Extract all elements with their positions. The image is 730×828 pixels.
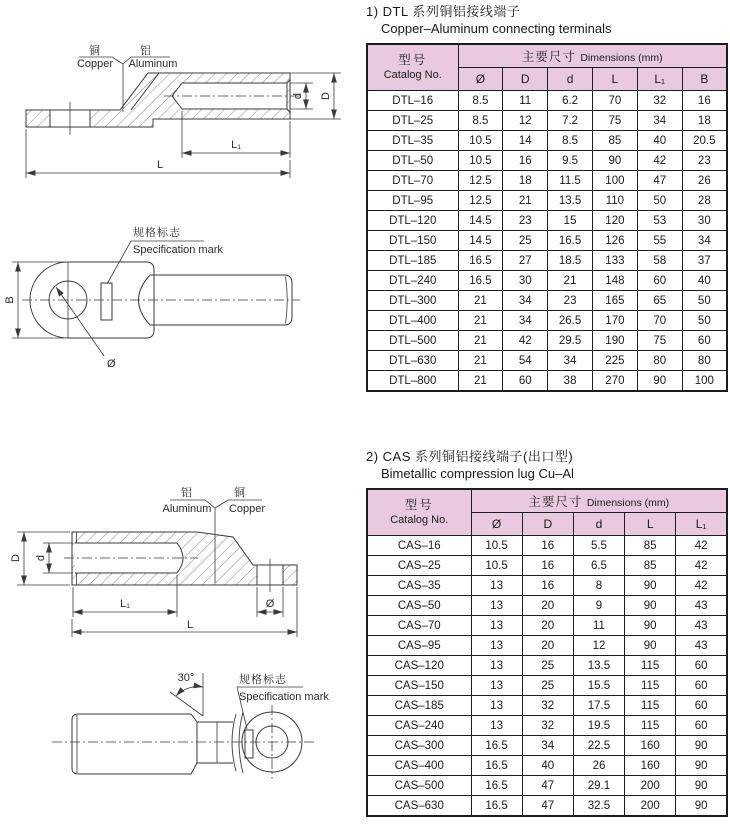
dimension-cell: 34 xyxy=(522,736,573,756)
dimension-cell: 60 xyxy=(676,656,727,676)
dimension-cell: 70 xyxy=(592,91,637,111)
table-row xyxy=(367,151,727,171)
dimension-cell: 10.5 xyxy=(458,131,503,151)
dimension-cell: 13.5 xyxy=(573,656,624,676)
dimension-cell: 16 xyxy=(682,91,727,111)
dimension-cell: 28 xyxy=(682,191,727,211)
dimension-cell: 21 xyxy=(458,331,503,351)
dimension-cell: 13 xyxy=(471,716,522,736)
table-row xyxy=(367,616,727,636)
copper-label-en: Copper xyxy=(76,58,114,70)
dimension-cell: 38 xyxy=(548,371,593,392)
dimension-cell: 21 xyxy=(458,311,503,331)
table-row xyxy=(367,636,727,656)
dimension-cell: 34 xyxy=(548,351,593,371)
dimension-cell: 13 xyxy=(471,676,522,696)
table-row xyxy=(367,656,727,676)
catalog-no-cell: DTL–185 xyxy=(367,251,458,271)
dimension-cell: 50 xyxy=(682,291,727,311)
dimension-cell: 90 xyxy=(592,151,637,171)
dim-L-label: L xyxy=(156,159,164,171)
dimension-cell: 16.5 xyxy=(548,231,593,251)
dimension-cell: 13.5 xyxy=(548,191,593,211)
table-row xyxy=(367,536,727,556)
col-header-diameter: Ø xyxy=(458,68,503,91)
dimension-cell: 42 xyxy=(676,556,727,576)
aluminum-label-zh: 铝 xyxy=(140,45,152,57)
dimension-cell: 47 xyxy=(522,776,573,796)
table-row xyxy=(367,371,727,392)
dimensions-header-en: Dimensions (mm) xyxy=(580,51,663,64)
dimension-cell: 115 xyxy=(625,656,676,676)
hole-diameter-label: Ø xyxy=(265,598,275,610)
dimension-cell: 90 xyxy=(676,776,727,796)
catalog-no-cell: CAS–240 xyxy=(367,716,471,736)
dimension-cell: 34 xyxy=(637,111,682,131)
dimension-cell: 60 xyxy=(676,676,727,696)
dimension-cell: 60 xyxy=(676,696,727,716)
dimension-cell: 25 xyxy=(522,656,573,676)
dimension-cell: 16.5 xyxy=(471,736,522,756)
dimension-cell: 70 xyxy=(637,311,682,331)
dimension-cell: 14.5 xyxy=(458,211,503,231)
dimension-cell: 23 xyxy=(548,291,593,311)
dimension-cell: 11 xyxy=(503,91,548,111)
dimension-cell: 100 xyxy=(592,171,637,191)
dim-B-label: B xyxy=(4,296,16,304)
dim-D-label: D xyxy=(320,92,332,100)
dimension-cell: 50 xyxy=(682,311,727,331)
dimension-cell: 20 xyxy=(522,596,573,616)
dimension-cell: 15 xyxy=(548,211,593,231)
dimension-cell: 90 xyxy=(625,636,676,656)
dimension-cell: 7.2 xyxy=(548,111,593,131)
dtl-title-zh: 1) DTL 系列铜铝接线端子 xyxy=(366,4,521,19)
dimension-cell: 65 xyxy=(637,291,682,311)
catalog-no-cell: DTL–95 xyxy=(367,191,458,211)
catalog-no-cell: DTL–500 xyxy=(367,331,458,351)
dimension-cell: 55 xyxy=(637,231,682,251)
dimension-cell: 27 xyxy=(503,251,548,271)
aluminum-label-en: Aluminum xyxy=(128,58,178,70)
dimension-cell: 54 xyxy=(503,351,548,371)
dimension-cell: 90 xyxy=(625,596,676,616)
dimension-cell: 115 xyxy=(625,716,676,736)
dimension-cell: 110 xyxy=(592,191,637,211)
dimension-cell: 30 xyxy=(682,211,727,231)
catalog-no-cell: DTL–630 xyxy=(367,351,458,371)
dimension-cell: 16.5 xyxy=(471,756,522,776)
catalog-no-cell: CAS–70 xyxy=(367,616,471,636)
dtl-header-row xyxy=(367,44,727,68)
dimension-cell: 20 xyxy=(522,636,573,656)
dtl-table-body xyxy=(367,91,727,392)
dimension-cell: 42 xyxy=(637,151,682,171)
catalog-no-cell: CAS–400 xyxy=(367,756,471,776)
catalog-header-zh: 型号 xyxy=(398,53,428,67)
dimension-cell: 90 xyxy=(676,736,727,756)
dimension-cell: 23 xyxy=(682,151,727,171)
catalog-no-cell: DTL–300 xyxy=(367,291,458,311)
spec-mark-label-en: Specification mark xyxy=(133,244,223,256)
col-header-d: d xyxy=(573,513,624,536)
dim-L-label: L xyxy=(186,619,194,631)
dimension-cell: 58 xyxy=(637,251,682,271)
dimension-cell: 60 xyxy=(676,716,727,736)
dimension-cell: 47 xyxy=(522,796,573,817)
dimension-cell: 100 xyxy=(682,371,727,392)
dimension-cell: 8.5 xyxy=(458,91,503,111)
dimension-cell: 29.5 xyxy=(548,331,593,351)
dimensions-header-en: Dimensions (mm) xyxy=(586,496,670,509)
dimensions-header-zh: 主要尺寸 xyxy=(528,494,583,509)
table-row xyxy=(367,91,727,111)
dimension-cell: 13 xyxy=(471,636,522,656)
cas-section-title xyxy=(366,448,728,482)
table-row xyxy=(367,231,727,251)
dimension-cell: 37 xyxy=(682,251,727,271)
dimension-cell: 18 xyxy=(682,111,727,131)
dimension-cell: 148 xyxy=(592,271,637,291)
table-row xyxy=(367,576,727,596)
dimension-cell: 43 xyxy=(676,596,727,616)
col-header-L1: L₁ xyxy=(637,68,682,91)
catalog-no-header xyxy=(367,489,471,536)
dimension-cell: 25 xyxy=(522,676,573,696)
dimension-cell: 85 xyxy=(625,556,676,576)
dimension-cell: 13 xyxy=(471,596,522,616)
dimension-cell: 21 xyxy=(548,271,593,291)
catalog-no-cell: DTL–16 xyxy=(367,91,458,111)
catalog-no-cell: CAS–300 xyxy=(367,736,471,756)
dimension-cell: 43 xyxy=(676,636,727,656)
col-header-D: D xyxy=(522,513,573,536)
table-row xyxy=(367,756,727,776)
catalog-no-cell: DTL–240 xyxy=(367,271,458,291)
table-row xyxy=(367,131,727,151)
cas-title-zh: 2) CAS 系列铜铝接线端子(出口型) xyxy=(366,449,574,464)
table-row xyxy=(367,696,727,716)
dimension-cell: 26.5 xyxy=(548,311,593,331)
table-row xyxy=(367,736,727,756)
cas-section xyxy=(366,448,728,817)
catalog-no-cell: CAS–150 xyxy=(367,676,471,696)
col-header-L1: L₁ xyxy=(676,513,727,536)
dimensions-header xyxy=(458,44,727,68)
dim-L1-label: L₁ xyxy=(120,598,130,610)
dimensions-header-zh: 主要尺寸 xyxy=(521,49,576,64)
dimension-cell: 16.5 xyxy=(471,776,522,796)
table-row xyxy=(367,211,727,231)
dimension-cell: 10.5 xyxy=(471,536,522,556)
catalog-no-cell: DTL–70 xyxy=(367,171,458,191)
dimension-cell: 9 xyxy=(573,596,624,616)
dimension-cell: 165 xyxy=(592,291,637,311)
dimension-cell: 43 xyxy=(676,616,727,636)
cas-table-body xyxy=(367,536,727,817)
table-row xyxy=(367,311,727,331)
dimension-cell: 32 xyxy=(522,696,573,716)
dimension-cell: 60 xyxy=(682,331,727,351)
dimension-cell: 190 xyxy=(592,331,637,351)
catalog-no-cell: DTL–120 xyxy=(367,211,458,231)
dimension-cell: 23 xyxy=(503,211,548,231)
dimension-cell: 11 xyxy=(573,616,624,636)
dimension-cell: 17.5 xyxy=(573,696,624,716)
dimension-cell: 30 xyxy=(503,271,548,291)
dimension-cell: 12 xyxy=(573,636,624,656)
dimension-cell: 90 xyxy=(625,616,676,636)
cas-dimensions-table xyxy=(366,488,728,817)
table-row xyxy=(367,351,727,371)
catalog-no-cell: CAS–630 xyxy=(367,796,471,817)
dimension-cell: 50 xyxy=(637,191,682,211)
dimension-cell: 80 xyxy=(682,351,727,371)
dtl-top-view-drawing xyxy=(0,200,360,400)
catalog-no-cell: DTL–400 xyxy=(367,311,458,331)
dimension-cell: 160 xyxy=(625,756,676,776)
dimension-cell: 34 xyxy=(503,291,548,311)
dim-d-label: d xyxy=(35,554,47,562)
dimension-cell: 21 xyxy=(458,371,503,392)
dimension-cell: 160 xyxy=(625,736,676,756)
catalog-no-cell: CAS–95 xyxy=(367,636,471,656)
dimension-cell: 12 xyxy=(503,111,548,131)
table-row xyxy=(367,331,727,351)
dimension-cell: 34 xyxy=(682,231,727,251)
spec-mark-label-en: Specification mark xyxy=(239,691,329,703)
dimension-cell: 21 xyxy=(503,191,548,211)
dimension-cell: 32 xyxy=(637,91,682,111)
dim-L1-label: L₁ xyxy=(231,139,241,151)
table-row xyxy=(367,556,727,576)
dimension-cell: 13 xyxy=(471,576,522,596)
dimension-cell: 85 xyxy=(592,131,637,151)
table-row xyxy=(367,271,727,291)
dimension-cell: 8.5 xyxy=(458,111,503,131)
catalog-no-cell: DTL–800 xyxy=(367,371,458,392)
dimension-cell: 115 xyxy=(625,676,676,696)
catalog-header-en: Catalog No. xyxy=(390,514,449,526)
table-row xyxy=(367,171,727,191)
dimension-cell: 15.5 xyxy=(573,676,624,696)
table-row xyxy=(367,716,727,736)
catalog-no-cell: CAS–35 xyxy=(367,576,471,596)
dimension-cell: 16.5 xyxy=(471,796,522,817)
dimension-cell: 16.5 xyxy=(458,271,503,291)
cas-side-section-drawing xyxy=(0,470,360,655)
dimension-cell: 40 xyxy=(637,131,682,151)
dimension-cell: 16 xyxy=(522,576,573,596)
copper-label-zh: 铜 xyxy=(234,487,246,499)
table-row xyxy=(367,251,727,271)
table-row xyxy=(367,596,727,616)
col-header-B: B xyxy=(682,68,727,91)
dimension-cell: 90 xyxy=(625,576,676,596)
catalog-no-cell: CAS–16 xyxy=(367,536,471,556)
catalog-no-cell: CAS–50 xyxy=(367,596,471,616)
copper-label-en: Copper xyxy=(228,503,266,515)
dimension-cell: 42 xyxy=(676,576,727,596)
catalog-no-cell: CAS–500 xyxy=(367,776,471,796)
dimension-cell: 90 xyxy=(676,756,727,776)
dimension-cell: 8 xyxy=(573,576,624,596)
copper-label-zh: 铜 xyxy=(89,45,101,57)
dimension-cell: 120 xyxy=(592,211,637,231)
dimension-cell: 133 xyxy=(592,251,637,271)
dimension-cell: 32.5 xyxy=(573,796,624,817)
dimension-cell: 32 xyxy=(522,716,573,736)
cas-header-row xyxy=(367,489,727,513)
col-header-d: d xyxy=(548,68,593,91)
dimension-cell: 16 xyxy=(503,151,548,171)
dimension-cell: 20.5 xyxy=(682,131,727,151)
catalog-header-zh: 型号 xyxy=(404,498,434,512)
catalog-no-cell: DTL–50 xyxy=(367,151,458,171)
table-row xyxy=(367,111,727,131)
dimension-cell: 40 xyxy=(682,271,727,291)
dimension-cell: 12.5 xyxy=(458,191,503,211)
dimension-cell: 14 xyxy=(503,131,548,151)
dimension-cell: 60 xyxy=(637,271,682,291)
dimension-cell: 9.5 xyxy=(548,151,593,171)
dimension-cell: 80 xyxy=(637,351,682,371)
catalog-no-header xyxy=(367,44,458,91)
col-header-diameter: Ø xyxy=(471,513,522,536)
dimension-cell: 75 xyxy=(592,111,637,131)
dtl-title-en: Copper–Aluminum connecting terminals xyxy=(381,21,612,36)
dimension-cell: 20 xyxy=(522,616,573,636)
dimension-cell: 16.5 xyxy=(458,251,503,271)
table-row xyxy=(367,191,727,211)
aluminum-label-zh: 铝 xyxy=(181,487,193,499)
dimension-cell: 6.5 xyxy=(573,556,624,576)
aluminum-label-en: Aluminum xyxy=(162,503,212,515)
dimension-cell: 13 xyxy=(471,656,522,676)
table-row xyxy=(367,776,727,796)
catalog-no-cell: CAS–120 xyxy=(367,656,471,676)
dimension-cell: 25 xyxy=(503,231,548,251)
dtl-side-section-drawing xyxy=(0,28,360,198)
table-row xyxy=(367,676,727,696)
dimension-cell: 13 xyxy=(471,696,522,716)
dimension-cell: 225 xyxy=(592,351,637,371)
col-header-L: L xyxy=(625,513,676,536)
dimension-cell: 42 xyxy=(676,536,727,556)
dimension-cell: 270 xyxy=(592,371,637,392)
dimension-cell: 126 xyxy=(592,231,637,251)
dimension-cell: 22.5 xyxy=(573,736,624,756)
dimension-cell: 6.2 xyxy=(548,91,593,111)
table-row xyxy=(367,796,727,817)
dimension-cell: 115 xyxy=(625,696,676,716)
catalog-no-cell: DTL–25 xyxy=(367,111,458,131)
dimension-cell: 90 xyxy=(637,371,682,392)
dimension-cell: 16 xyxy=(522,536,573,556)
catalog-header-en: Catalog No. xyxy=(383,69,442,81)
dimensions-header xyxy=(471,489,727,513)
dtl-dimensions-table xyxy=(366,43,728,392)
dimension-cell: 200 xyxy=(625,776,676,796)
dimension-cell: 34 xyxy=(503,311,548,331)
dimension-cell: 12.5 xyxy=(458,171,503,191)
dimension-cell: 170 xyxy=(592,311,637,331)
dimension-cell: 60 xyxy=(503,371,548,392)
dimension-cell: 21 xyxy=(458,351,503,371)
dimension-cell: 42 xyxy=(503,331,548,351)
col-header-L: L xyxy=(592,68,637,91)
dimension-cell: 40 xyxy=(522,756,573,776)
dimension-cell: 18.5 xyxy=(548,251,593,271)
dimension-cell: 29.1 xyxy=(573,776,624,796)
dimension-cell: 8.5 xyxy=(548,131,593,151)
dimension-cell: 10.5 xyxy=(471,556,522,576)
dim-d-label: d xyxy=(292,92,304,100)
dimension-cell: 13 xyxy=(471,616,522,636)
cas-top-view-drawing xyxy=(0,650,360,828)
dimension-cell: 10.5 xyxy=(458,151,503,171)
hole-diameter-label: Ø xyxy=(107,358,116,370)
dimension-cell: 75 xyxy=(637,331,682,351)
dimension-cell: 18 xyxy=(503,171,548,191)
dimension-cell: 21 xyxy=(458,291,503,311)
dimension-cell: 11.5 xyxy=(548,171,593,191)
dimension-cell: 90 xyxy=(676,796,727,817)
dimension-cell: 47 xyxy=(637,171,682,191)
dtl-section xyxy=(366,3,728,392)
dimension-cell: 53 xyxy=(637,211,682,231)
table-row xyxy=(367,291,727,311)
angle-30-label: 30° xyxy=(177,672,195,684)
dimension-cell: 85 xyxy=(625,536,676,556)
dtl-section-title xyxy=(366,3,728,37)
catalog-no-cell: CAS–25 xyxy=(367,556,471,576)
cas-title-en: Bimetallic compression lug Cu–Al xyxy=(381,466,574,481)
catalog-no-cell: CAS–185 xyxy=(367,696,471,716)
dimension-cell: 5.5 xyxy=(573,536,624,556)
dim-D-label: D xyxy=(10,554,22,562)
spec-mark-label-zh: 规格标志 xyxy=(133,227,181,239)
col-header-D: D xyxy=(503,68,548,91)
spec-mark-label-zh: 规格标志 xyxy=(239,674,287,686)
dimension-cell: 16 xyxy=(522,556,573,576)
dimension-cell: 14.5 xyxy=(458,231,503,251)
catalog-no-cell: DTL–35 xyxy=(367,131,458,151)
dimension-cell: 26 xyxy=(682,171,727,191)
catalog-no-cell: DTL–150 xyxy=(367,231,458,251)
dimension-cell: 19.5 xyxy=(573,716,624,736)
dimension-cell: 200 xyxy=(625,796,676,817)
dimension-cell: 26 xyxy=(573,756,624,776)
